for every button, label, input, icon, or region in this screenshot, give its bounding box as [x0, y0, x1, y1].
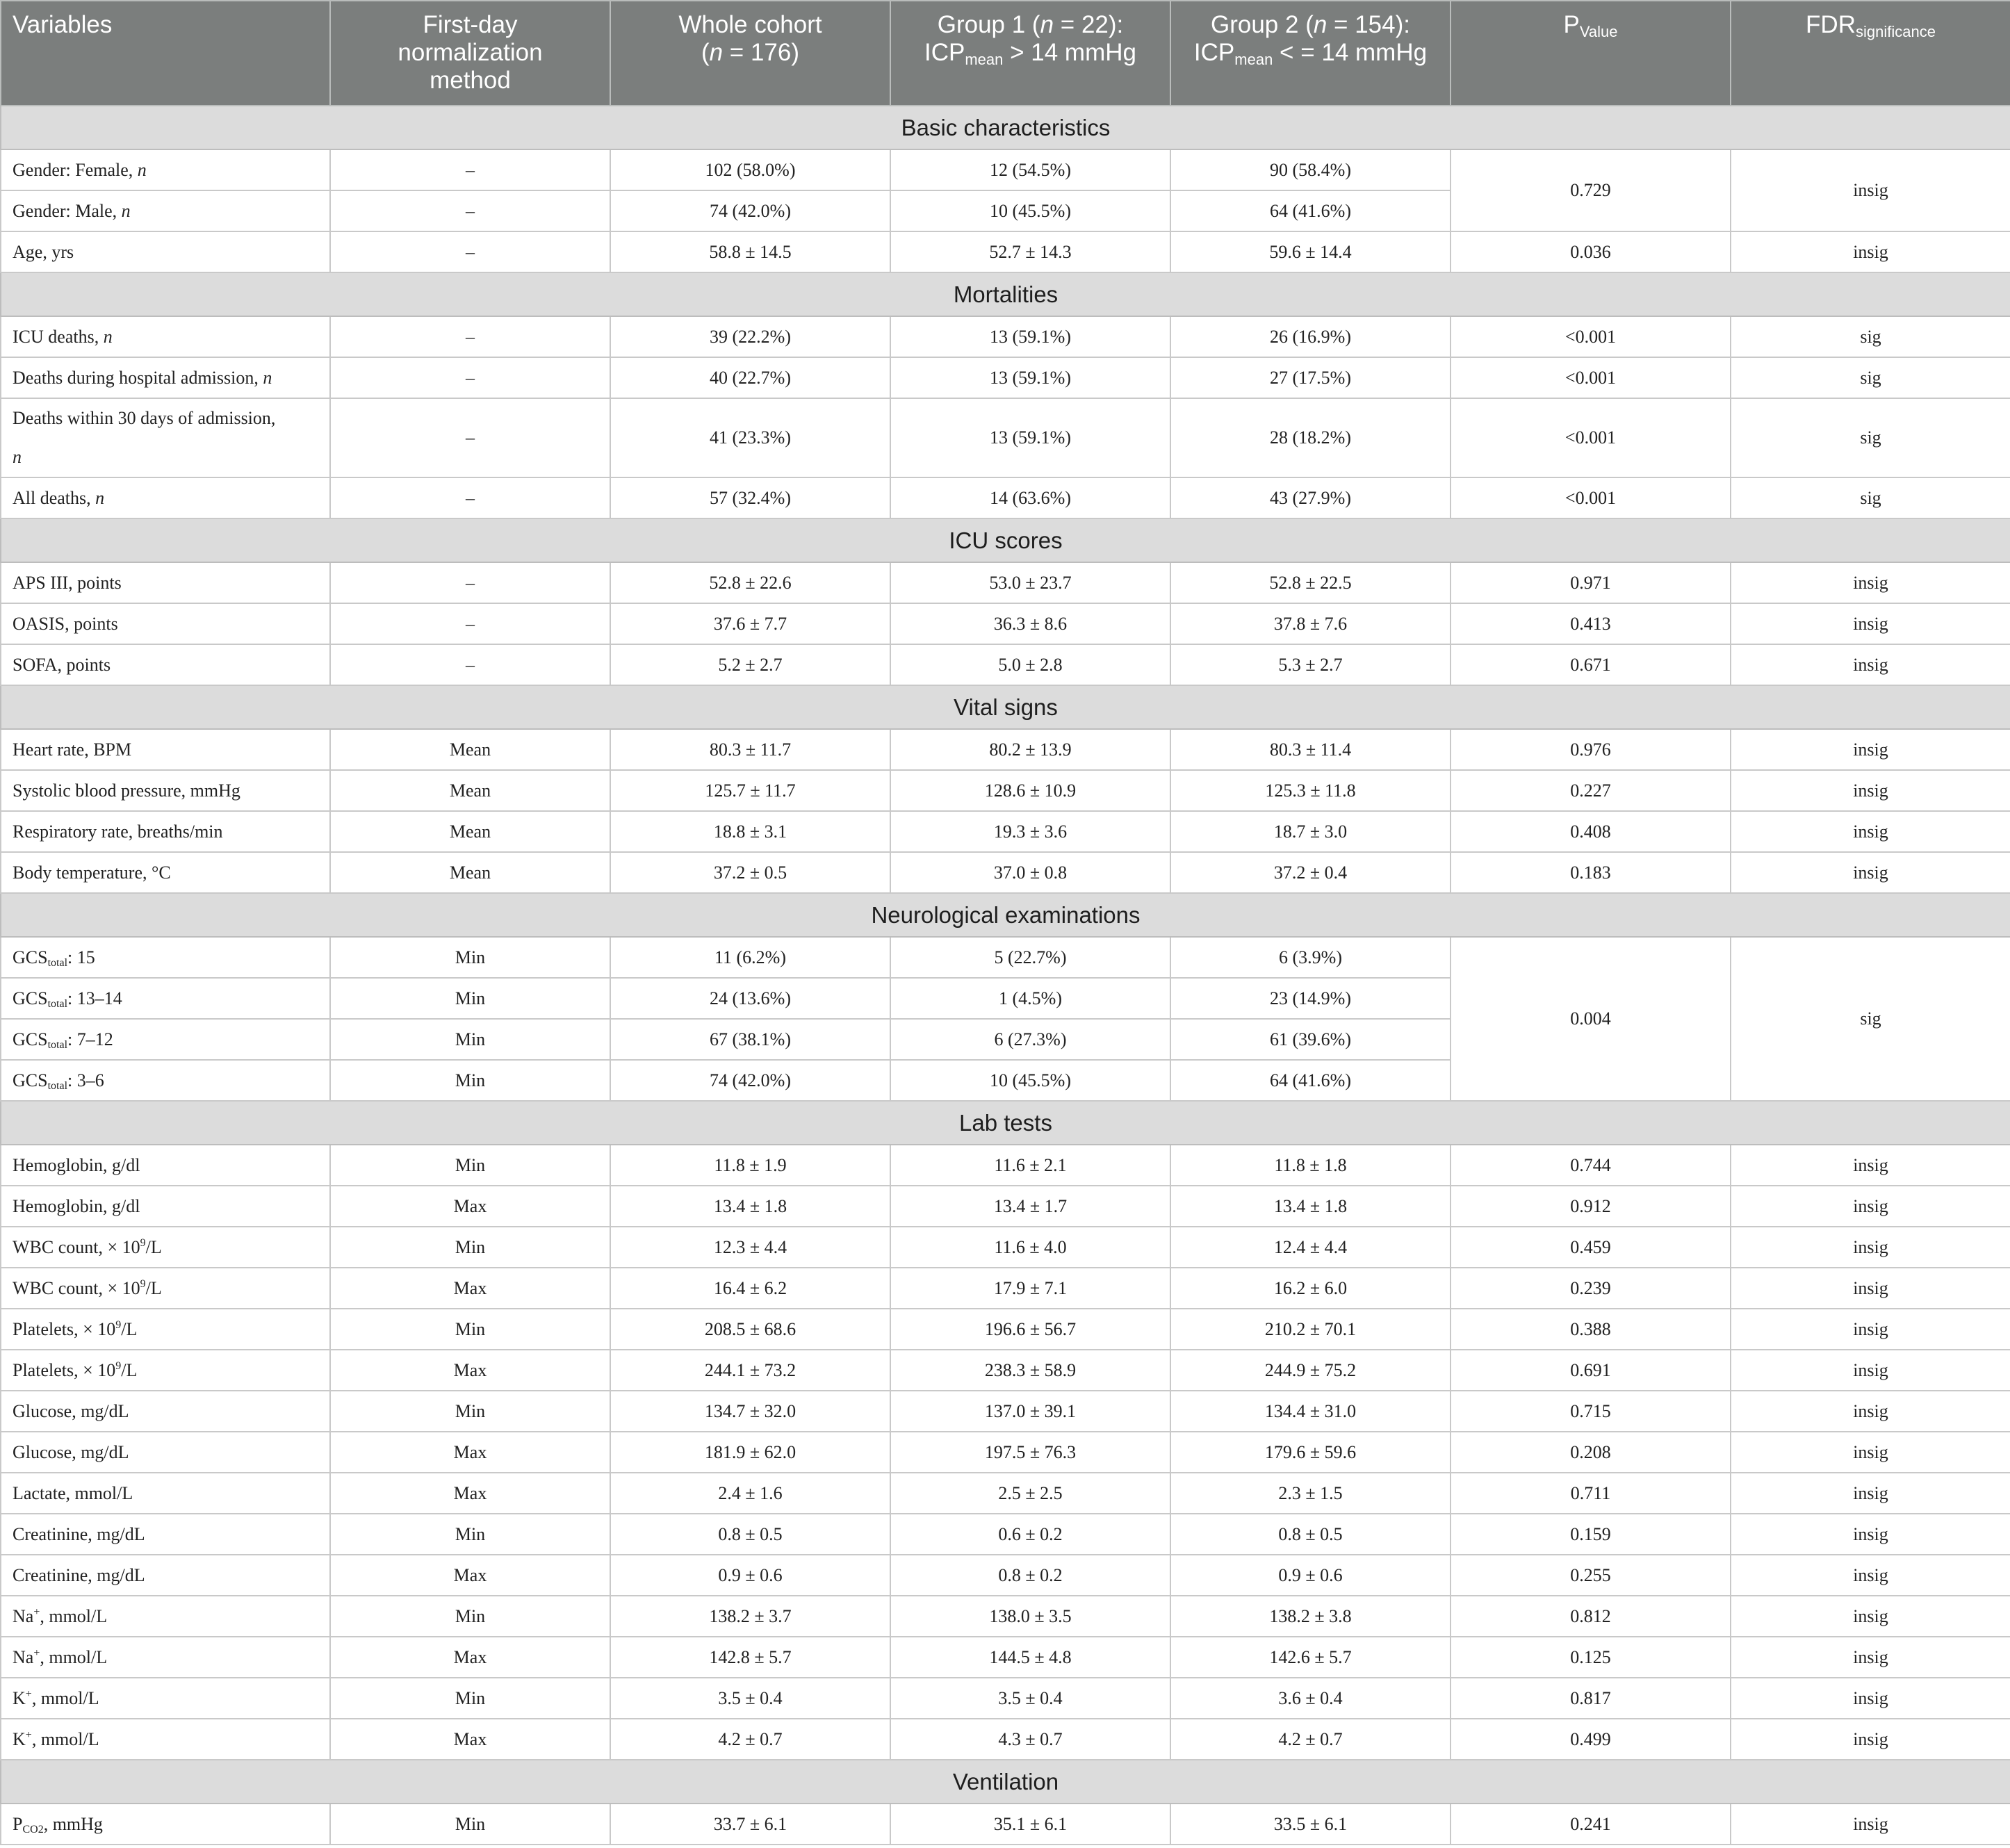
table-row [1, 1473, 2010, 1514]
cell-p-value: <0.001 [1451, 357, 1731, 398]
cell-method: Mean [330, 729, 610, 770]
row-label: Creatinine, mg/dL [1, 1555, 330, 1596]
header-normalization-method: First-day normalization method [330, 1, 610, 106]
cell-group2: 138.2 ± 3.8 [1170, 1596, 1451, 1637]
row-label: Gender: Male, n [1, 190, 330, 231]
cell-p-value: 0.971 [1451, 562, 1731, 603]
header-fdr-significance: $FDR_{significance}$ [1731, 1, 2010, 106]
cell-group2: 52.8 ± 22.5 [1170, 562, 1451, 603]
table-row [1, 644, 2010, 685]
cell-p-value: 0.812 [1451, 1596, 1731, 1637]
cell-whole: 40 (22.7%) [610, 357, 890, 398]
table-row [1, 562, 2010, 603]
cell-fdr: insig [1731, 1391, 2010, 1432]
cell-method: Min [330, 1804, 610, 1845]
table-row [1, 1678, 2010, 1719]
cell-whole: 244.1 ± 73.2 [610, 1350, 890, 1391]
cell-group2: 33.5 ± 6.1 [1170, 1804, 1451, 1845]
cell-group1: 137.0 ± 39.1 [890, 1391, 1170, 1432]
cell-group1: 80.2 ± 13.9 [890, 729, 1170, 770]
cell-method: – [330, 149, 610, 190]
cell-p-value: 0.499 [1451, 1719, 1731, 1760]
cell-method: – [330, 231, 610, 272]
table-row [1, 770, 2010, 811]
cell-p-value: 0.715 [1451, 1391, 1731, 1432]
cell-group1: 197.5 ± 76.3 [890, 1432, 1170, 1473]
cell-group2: 43 (27.9%) [1170, 477, 1451, 518]
row-label: Respiratory rate, breaths/min [1, 811, 330, 852]
cell-group2: 244.9 ± 75.2 [1170, 1350, 1451, 1391]
cell-group1: 0.8 ± 0.2 [890, 1555, 1170, 1596]
cell-fdr: insig [1731, 1678, 2010, 1719]
row-label: Creatinine, mg/dL [1, 1514, 330, 1555]
cell-group1: 13 (59.1%) [890, 398, 1170, 477]
cell-method: Max [330, 1555, 610, 1596]
row-label: Deaths within 30 days of admission, n [1, 398, 330, 477]
cell-group2: 28 (18.2%) [1170, 398, 1451, 477]
cell-whole: 37.2 ± 0.5 [610, 852, 890, 893]
cell-group1: 11.6 ± 2.1 [890, 1145, 1170, 1186]
section-row [1, 1101, 2010, 1145]
cell-group1: 3.5 ± 0.4 [890, 1678, 1170, 1719]
cell-group1: 35.1 ± 6.1 [890, 1804, 1170, 1845]
cell-group2: 142.6 ± 5.7 [1170, 1637, 1451, 1678]
cell-group1: 196.6 ± 56.7 [890, 1309, 1170, 1350]
row-label: Lactate, mmol/L [1, 1473, 330, 1514]
cell-group1: 37.0 ± 0.8 [890, 852, 1170, 893]
section-row [1, 518, 2010, 562]
cell-group1: 128.6 ± 10.9 [890, 770, 1170, 811]
row-label: $GCS_{total}$: 13–14 [1, 978, 330, 1019]
cell-group2: 2.3 ± 1.5 [1170, 1473, 1451, 1514]
cell-group2: 64 (41.6%) [1170, 1060, 1451, 1101]
cell-group2: 12.4 ± 4.4 [1170, 1227, 1451, 1268]
cell-whole: 142.8 ± 5.7 [610, 1637, 890, 1678]
table-row [1, 1309, 2010, 1350]
table-row [1, 398, 2010, 477]
cell-group1: 144.5 ± 4.8 [890, 1637, 1170, 1678]
table-row [1, 316, 2010, 357]
row-label: K+, mmol/L [1, 1719, 330, 1760]
table-row [1, 852, 2010, 893]
cell-group1: 1 (4.5%) [890, 978, 1170, 1019]
row-label: Deaths during hospital admission, n [1, 357, 330, 398]
cell-whole: 134.7 ± 32.0 [610, 1391, 890, 1432]
cell-group1: 13 (59.1%) [890, 357, 1170, 398]
cell-fdr: insig [1731, 603, 2010, 644]
cell-p-value: 0.976 [1451, 729, 1731, 770]
cell-p-value: 0.159 [1451, 1514, 1731, 1555]
cell-whole: 102 (58.0%) [610, 149, 890, 190]
cell-fdr: insig [1731, 562, 2010, 603]
header-variables: Variables [1, 1, 330, 106]
cell-whole: 208.5 ± 68.6 [610, 1309, 890, 1350]
row-label: Glucose, mg/dL [1, 1391, 330, 1432]
cell-group1: 5 (22.7%) [890, 937, 1170, 978]
cell-whole: 74 (42.0%) [610, 190, 890, 231]
cell-whole: 4.2 ± 0.7 [610, 1719, 890, 1760]
cell-p-value: <0.001 [1451, 316, 1731, 357]
cell-method: Mean [330, 852, 610, 893]
cell-fdr: insig [1731, 231, 2010, 272]
cell-fdr: insig [1731, 729, 2010, 770]
cell-group2: 61 (39.6%) [1170, 1019, 1451, 1060]
row-label: $GCS_{total}$: 3–6 [1, 1060, 330, 1101]
cell-p-value: 0.227 [1451, 770, 1731, 811]
cell-fdr: insig [1731, 1432, 2010, 1473]
table-row [1, 477, 2010, 518]
cell-p-value: 0.125 [1451, 1637, 1731, 1678]
cell-group1: 11.6 ± 4.0 [890, 1227, 1170, 1268]
cell-group2: 179.6 ± 59.6 [1170, 1432, 1451, 1473]
cell-p-value: 0.459 [1451, 1227, 1731, 1268]
header-group-1: Group 1 (n = 22): $ICP_{mean} > 14$ mmHg [890, 1, 1170, 106]
cell-whole: 33.7 ± 6.1 [610, 1804, 890, 1845]
cell-method: Min [330, 1309, 610, 1350]
cell-method: Min [330, 1060, 610, 1101]
table-row [1, 149, 2010, 190]
cell-group1: 12 (54.5%) [890, 149, 1170, 190]
table-row [1, 1391, 2010, 1432]
cell-group2: 18.7 ± 3.0 [1170, 811, 1451, 852]
cell-whole: 3.5 ± 0.4 [610, 1678, 890, 1719]
row-label: Body temperature, °C [1, 852, 330, 893]
table-row [1, 1350, 2010, 1391]
table-row [1, 1637, 2010, 1678]
cell-fdr: insig [1731, 1555, 2010, 1596]
cell-whole: 18.8 ± 3.1 [610, 811, 890, 852]
cell-group1: 138.0 ± 3.5 [890, 1596, 1170, 1637]
table-row [1, 1268, 2010, 1309]
cell-method: Max [330, 1473, 610, 1514]
section-icu-scores: ICU scores [1, 518, 2010, 562]
cell-p-value: 0.004 [1451, 937, 1731, 1101]
cell-whole: 0.9 ± 0.6 [610, 1555, 890, 1596]
cell-whole: 52.8 ± 22.6 [610, 562, 890, 603]
cell-whole: 67 (38.1%) [610, 1019, 890, 1060]
cell-whole: 80.3 ± 11.7 [610, 729, 890, 770]
cell-group2: 90 (58.4%) [1170, 149, 1451, 190]
row-label: Age, yrs [1, 231, 330, 272]
cell-method: Min [330, 1019, 610, 1060]
cell-group1: 53.0 ± 23.7 [890, 562, 1170, 603]
cell-p-value: <0.001 [1451, 398, 1731, 477]
table-row [1, 1596, 2010, 1637]
cell-whole: 181.9 ± 62.0 [610, 1432, 890, 1473]
cell-group1: 36.3 ± 8.6 [890, 603, 1170, 644]
cell-group2: 11.8 ± 1.8 [1170, 1145, 1451, 1186]
cell-whole: 138.2 ± 3.7 [610, 1596, 890, 1637]
cell-p-value: 0.413 [1451, 603, 1731, 644]
cell-whole: 125.7 ± 11.7 [610, 770, 890, 811]
cell-method: Min [330, 1678, 610, 1719]
row-label: SOFA, points [1, 644, 330, 685]
cell-p-value: 0.744 [1451, 1145, 1731, 1186]
table-row [1, 603, 2010, 644]
cell-fdr: insig [1731, 811, 2010, 852]
cell-method: Max [330, 1350, 610, 1391]
cell-whole: 5.2 ± 2.7 [610, 644, 890, 685]
cell-group1: 13 (59.1%) [890, 316, 1170, 357]
table-row [1, 1186, 2010, 1227]
row-label: $P_{CO2}$, mmHg [1, 1804, 330, 1845]
cell-group1: 10 (45.5%) [890, 1060, 1170, 1101]
cell-p-value: 0.817 [1451, 1678, 1731, 1719]
cell-method: – [330, 562, 610, 603]
cell-group1: 52.7 ± 14.3 [890, 231, 1170, 272]
section-row [1, 272, 2010, 316]
row-label: Hemoglobin, g/dl [1, 1186, 330, 1227]
cell-fdr: sig [1731, 357, 2010, 398]
cell-fdr: sig [1731, 398, 2010, 477]
cell-whole: 13.4 ± 1.8 [610, 1186, 890, 1227]
table-row [1, 1145, 2010, 1186]
section-row [1, 893, 2010, 937]
cell-group1: 17.9 ± 7.1 [890, 1268, 1170, 1309]
cell-group1: 4.3 ± 0.7 [890, 1719, 1170, 1760]
table-row [1, 729, 2010, 770]
section-neurological-examinations: Neurological examinations [1, 893, 2010, 937]
cell-fdr: insig [1731, 1268, 2010, 1309]
cell-p-value: 0.388 [1451, 1309, 1731, 1350]
table-row [1, 1555, 2010, 1596]
cell-p-value: 0.671 [1451, 644, 1731, 685]
cell-group2: 6 (3.9%) [1170, 937, 1451, 978]
row-label: $GCS_{total}$: 15 [1, 937, 330, 978]
cell-method: Min [330, 1514, 610, 1555]
cell-p-value: 0.691 [1451, 1350, 1731, 1391]
cell-group1: 2.5 ± 2.5 [890, 1473, 1170, 1514]
cell-method: Min [330, 978, 610, 1019]
row-label: $GCS_{total}$: 7–12 [1, 1019, 330, 1060]
row-label: WBC count, × $10^9/L$ [1, 1227, 330, 1268]
cell-group2: 27 (17.5%) [1170, 357, 1451, 398]
cell-group2: 0.8 ± 0.5 [1170, 1514, 1451, 1555]
cell-method: – [330, 398, 610, 477]
cell-fdr: insig [1731, 1804, 2010, 1845]
cell-whole: 16.4 ± 6.2 [610, 1268, 890, 1309]
cell-p-value: 0.912 [1451, 1186, 1731, 1227]
table-row [1, 357, 2010, 398]
cell-fdr: insig [1731, 1350, 2010, 1391]
cell-fdr: insig [1731, 1637, 2010, 1678]
table-row [1, 231, 2010, 272]
cell-whole: 57 (32.4%) [610, 477, 890, 518]
cell-method: Min [330, 937, 610, 978]
table-row [1, 811, 2010, 852]
cell-fdr: insig [1731, 149, 2010, 231]
cell-group2: 210.2 ± 70.1 [1170, 1309, 1451, 1350]
cell-whole: 58.8 ± 14.5 [610, 231, 890, 272]
cell-whole: 39 (22.2%) [610, 316, 890, 357]
row-label: Hemoglobin, g/dl [1, 1145, 330, 1186]
cell-fdr: sig [1731, 937, 2010, 1101]
cell-method: Min [330, 1227, 610, 1268]
cell-group2: 0.9 ± 0.6 [1170, 1555, 1451, 1596]
row-label: APS III, points [1, 562, 330, 603]
cell-group2: 23 (14.9%) [1170, 978, 1451, 1019]
cell-group1: 13.4 ± 1.7 [890, 1186, 1170, 1227]
table-row [1, 1514, 2010, 1555]
cell-group1: 238.3 ± 58.9 [890, 1350, 1170, 1391]
cell-fdr: insig [1731, 1514, 2010, 1555]
cell-whole: 11 (6.2%) [610, 937, 890, 978]
table-row [1, 1804, 2010, 1845]
cell-p-value: 0.241 [1451, 1804, 1731, 1845]
cell-method: Max [330, 1432, 610, 1473]
header-whole-cohort: Whole cohort (n = 176) [610, 1, 890, 106]
cell-group2: 64 (41.6%) [1170, 190, 1451, 231]
cell-group2: 3.6 ± 0.4 [1170, 1678, 1451, 1719]
cell-whole: 12.3 ± 4.4 [610, 1227, 890, 1268]
header-row [1, 1, 2010, 106]
table-row [1, 1719, 2010, 1760]
cell-p-value: 0.036 [1451, 231, 1731, 272]
section-mortalities: Mortalities [1, 272, 2010, 316]
cell-whole: 74 (42.0%) [610, 1060, 890, 1101]
cell-whole: 0.8 ± 0.5 [610, 1514, 890, 1555]
cell-method: Mean [330, 770, 610, 811]
cell-fdr: insig [1731, 1145, 2010, 1186]
cell-p-value: 0.711 [1451, 1473, 1731, 1514]
cell-fdr: insig [1731, 1309, 2010, 1350]
row-label: All deaths, n [1, 477, 330, 518]
cell-fdr: insig [1731, 1719, 2010, 1760]
cell-whole: 2.4 ± 1.6 [610, 1473, 890, 1514]
cell-method: Mean [330, 811, 610, 852]
cell-group2: 37.8 ± 7.6 [1170, 603, 1451, 644]
cell-p-value: 0.408 [1451, 811, 1731, 852]
cell-fdr: insig [1731, 644, 2010, 685]
cell-method: Max [330, 1719, 610, 1760]
section-vital-signs: Vital signs [1, 685, 2010, 729]
cell-whole: 37.6 ± 7.7 [610, 603, 890, 644]
cell-group1: 14 (63.6%) [890, 477, 1170, 518]
cell-group2: 16.2 ± 6.0 [1170, 1268, 1451, 1309]
cell-method: – [330, 477, 610, 518]
cell-method: – [330, 190, 610, 231]
section-ventilation: Ventilation [1, 1760, 2010, 1804]
section-row [1, 106, 2010, 149]
cell-group1: 10 (45.5%) [890, 190, 1170, 231]
cell-p-value: 0.183 [1451, 852, 1731, 893]
cell-whole: 24 (13.6%) [610, 978, 890, 1019]
cell-fdr: insig [1731, 770, 2010, 811]
header-group-2: Group 2 (n = 154): $ICP_{mean}$ < = 14 mmHg [1170, 1, 1451, 106]
header-p-value: $P_{Value}$ [1451, 1, 1731, 106]
cell-group1: 19.3 ± 3.6 [890, 811, 1170, 852]
section-basic-characteristics: Basic characteristics [1, 106, 2010, 149]
cell-whole: 41 (23.3%) [610, 398, 890, 477]
cell-method: Min [330, 1391, 610, 1432]
cell-fdr: insig [1731, 1186, 2010, 1227]
cell-group2: 134.4 ± 31.0 [1170, 1391, 1451, 1432]
row-label: Platelets, × $10^9/L$ [1, 1350, 330, 1391]
cell-group2: 4.2 ± 0.7 [1170, 1719, 1451, 1760]
cell-group2: 5.3 ± 2.7 [1170, 644, 1451, 685]
cell-method: Min [330, 1596, 610, 1637]
cell-group2: 13.4 ± 1.8 [1170, 1186, 1451, 1227]
row-label: Heart rate, BPM [1, 729, 330, 770]
row-label: Na+, mmol/L [1, 1596, 330, 1637]
row-label: Systolic blood pressure, mmHg [1, 770, 330, 811]
section-row [1, 685, 2010, 729]
cell-group1: 0.6 ± 0.2 [890, 1514, 1170, 1555]
cell-p-value: 0.729 [1451, 149, 1731, 231]
cell-method: Min [330, 1145, 610, 1186]
section-row [1, 1760, 2010, 1804]
cell-fdr: insig [1731, 1596, 2010, 1637]
cell-p-value: 0.239 [1451, 1268, 1731, 1309]
row-label: K+, mmol/L [1, 1678, 330, 1719]
cell-group1: 6 (27.3%) [890, 1019, 1170, 1060]
table-row [1, 937, 2010, 978]
row-label: Platelets, × $10^9/L$ [1, 1309, 330, 1350]
cell-whole: 11.8 ± 1.9 [610, 1145, 890, 1186]
cell-group2: 59.6 ± 14.4 [1170, 231, 1451, 272]
table-row [1, 1432, 2010, 1473]
cell-method: – [330, 316, 610, 357]
cell-p-value: 0.255 [1451, 1555, 1731, 1596]
cell-fdr: insig [1731, 1227, 2010, 1268]
table-body [1, 106, 2010, 1845]
cell-method: – [330, 644, 610, 685]
row-label: Na+, mmol/L [1, 1637, 330, 1678]
cell-fdr: insig [1731, 1473, 2010, 1514]
cell-method: – [330, 603, 610, 644]
cell-group2: 26 (16.9%) [1170, 316, 1451, 357]
row-label: Glucose, mg/dL [1, 1432, 330, 1473]
table-row [1, 1227, 2010, 1268]
cell-group1: 5.0 ± 2.8 [890, 644, 1170, 685]
cell-method: – [330, 357, 610, 398]
row-label: Gender: Female, n [1, 149, 330, 190]
cell-fdr: sig [1731, 316, 2010, 357]
cell-p-value: 0.208 [1451, 1432, 1731, 1473]
cell-method: Max [330, 1268, 610, 1309]
cell-fdr: sig [1731, 477, 2010, 518]
row-label: WBC count, × $10^9/L$ [1, 1268, 330, 1309]
cell-group2: 37.2 ± 0.4 [1170, 852, 1451, 893]
row-label: ICU deaths, n [1, 316, 330, 357]
row-label: OASIS, points [1, 603, 330, 644]
cell-method: Max [330, 1186, 610, 1227]
cell-fdr: insig [1731, 852, 2010, 893]
cell-p-value: <0.001 [1451, 477, 1731, 518]
cell-group2: 125.3 ± 11.8 [1170, 770, 1451, 811]
table-header [1, 1, 2010, 106]
cell-group2: 80.3 ± 11.4 [1170, 729, 1451, 770]
cell-method: Max [330, 1637, 610, 1678]
section-lab-tests: Lab tests [1, 1101, 2010, 1145]
